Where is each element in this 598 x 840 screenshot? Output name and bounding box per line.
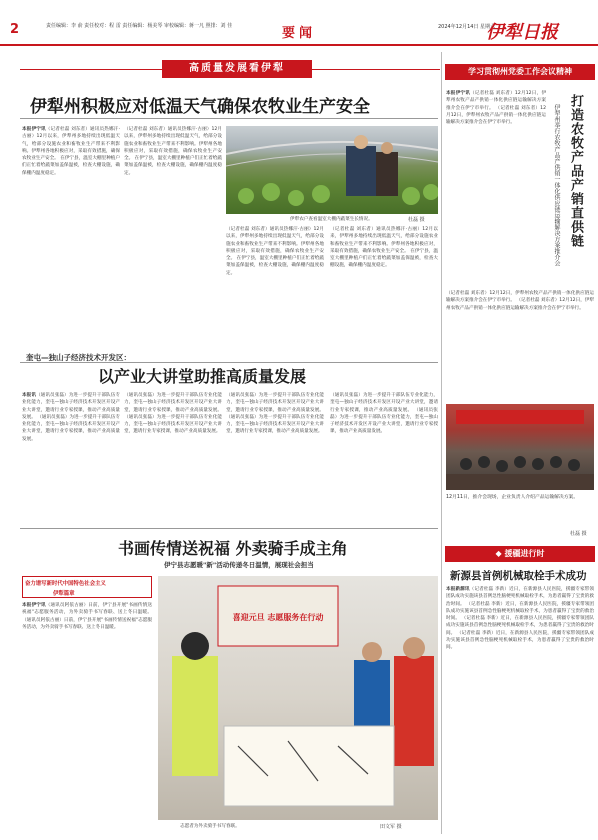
series-tag <box>22 576 152 598</box>
article-byline: 本报新源讯 <box>446 587 470 592</box>
article-body: （通讯员张磊）为进一步提升干部队伍专业化能力，奎屯—独山子经济技术开发区开设产业大讲堂，邀请行业专家授课，推动产业高质量发展。 <box>226 414 324 435</box>
article-byline: 本报伊宁讯 <box>446 91 471 96</box>
series-tag-line: 奋力谱写新时代中国特色社会主义 <box>25 581 106 587</box>
article-column <box>330 392 438 524</box>
article-body: 在伊宁县，温室大棚里种植户们正忙着给蔬菜加盖保温被，检查大棚设施，确保棚内温度稳定。 <box>22 156 120 176</box>
article-subheadline: 伊宁县志愿暖"新"活动传递冬日温情，展现社会担当 <box>164 561 314 569</box>
divider <box>20 118 438 119</box>
article-column <box>226 392 324 524</box>
article-body: （通讯员张磊）为进一步提升干部队伍专业化能力，奎屯—独山子经济技术开发区开设产业大讲堂，邀请行业专家授课，推动产业高质量发展。 <box>226 393 324 413</box>
article-headline: 新源县首例机械取栓手术成功 <box>450 570 587 582</box>
article-byline: 本报伊宁讯 <box>22 603 46 608</box>
photo-caption: 伊犁农户查看温室大棚内蔬菜生长情况。 <box>290 217 373 222</box>
article-body: 在伊宁县，温室大棚里种植户们正忙着给蔬菜加盖保温被，检查大棚设施，确保棚内温度稳定。 <box>226 256 324 276</box>
conference-illustration <box>446 404 594 490</box>
article-column <box>22 126 120 356</box>
volunteer-photo <box>158 576 438 820</box>
volunteer-illustration <box>158 576 438 820</box>
article-body: （通讯员张磊）为进一步提升干部队伍专业化能力，奎屯—独山子经济技术开发区开设产业大讲堂，邀请行业专家授课，推动产业高质量发展。 <box>330 407 438 435</box>
article-body: （通讯员张磊）为进一步提升干部队伍专业化能力，奎屯—独山子经济技术开发区开设产业大讲堂，邀请行业专家授课，推动产业高质量发展。 <box>22 414 120 442</box>
article-byline: 本报伊宁讯 <box>22 127 46 132</box>
issue-date: 2024年12月14日 星期六 <box>438 24 496 30</box>
photo-credit: 杜磊 摄 <box>408 217 425 223</box>
photo-caption: 12月11日，推介会现场，企业负责人介绍产品运输解决方案。 <box>446 495 579 500</box>
article-body: （记者杜磊 刘东者）12月12日，伊犁州农牧产品产供销一体化供应链运输解决方案推介会在伊宁市举行。 <box>446 298 594 311</box>
greenhouse-illustration <box>226 126 438 214</box>
article-column <box>330 226 438 356</box>
conference-photo <box>446 404 594 490</box>
vertical-subheadline: 伊犁州举行农牧产品产供销一体化供应链运输解决方案推介会 <box>553 104 560 266</box>
article-lead: （记者杜磊 刘东者）通讯员热娜汗·古丽）12月以来，伊犁州多地持续出现低温天气，给部分设施农业和畜牧业生产带来不利影响。伊犁州各地积极应对，采取有效措施，确保农牧业生产安全。 <box>22 127 120 162</box>
article-column <box>446 586 594 832</box>
article-body: （记者杜磊 李新）近日，在新源县人民医院，援疆专家带领团队成功实施该县首例急性脑梗死机械取栓手术，为患者赢得了宝贵的救治时间。 <box>446 630 594 651</box>
article-column <box>22 602 152 832</box>
article-headline: 书画传情送祝福 外卖骑手成主角 <box>118 539 348 558</box>
article-column <box>22 392 120 524</box>
article-column <box>124 392 222 524</box>
article-lead: （通讯员阿依古丽）日前，伊宁县开展"书画传情送祝福"志愿服务活动，为外卖骑手书写春联、送上冬日温暖。 <box>22 603 152 616</box>
article-lead: （记者杜磊 李新）近日，在新源县人民医院，援疆专家带领团队成功实施该县首例急性脑梗死机械取栓手术，为患者赢得了宝贵的救治时间。 <box>446 587 594 607</box>
vertical-headline: 打造农牧产品产销直供链 <box>568 94 583 248</box>
article-body: 在伊宁县，温室大棚里种植户们正忙着给蔬菜加盖保温被，检查大棚设施，确保棚内温度稳定。 <box>330 248 438 269</box>
article-body: 在伊宁县，温室大棚里种植户们正忙着给蔬菜加盖保温被，检查大棚设施，确保棚内温度稳定。 <box>124 156 222 176</box>
article-body: （记者杜磊 刘东者）12月12日，伊犁州农牧产品产供销一体化供应链运输解决方案推介会在伊宁市举行。 <box>446 291 594 304</box>
right-column-banner <box>445 546 595 562</box>
page-header <box>0 0 598 46</box>
newspaper-logo: 伊犁日报 <box>486 22 558 43</box>
article-headline: 伊犁州积极应对低温天气确保农牧业生产安全 <box>30 97 370 117</box>
star-icon: ◆ <box>495 549 505 558</box>
editor-credits: 责任编辑：李 俞 责任校对：程 雷 责任编辑：杨美琴 审校编辑：蒋一凡 照排：刘 佳 <box>46 23 233 29</box>
article-body: （通讯员张磊）为进一步提升干部队伍专业化能力，奎屯—独山子经济技术开发区开设产业大讲堂，邀请行业专家授课，推动产业高质量发展。 <box>124 393 222 413</box>
greenhouse-photo <box>226 126 438 214</box>
section-title: 要闻 <box>282 26 317 41</box>
photo-credit: 田文军 摄 <box>380 824 402 830</box>
article-body: （通讯员阿依古丽）日前，伊宁县开展"书画传情送祝福"志愿服务活动，为外卖骑手书写春联、送上冬日温暖。 <box>22 617 152 630</box>
article-body: （记者杜磊 李新）近日，在新源县人民医院，援疆专家带领团队成功实施该县首例急性脑梗死机械取栓手术，为患者赢得了宝贵的救治时间。 <box>446 616 594 636</box>
article-body: （记者杜磊 刘东者）通讯员热娜汗·古丽）12月以来，伊犁州多地持续出现低温天气，给部分设施农业和畜牧业生产带来不利影响。伊犁州各地积极应对，采取有效措施，确保农牧业生产安全。 <box>226 227 324 262</box>
article-byline: 本报讯 <box>22 393 37 398</box>
right-column-banner: 学习贯彻州党委工作会议精神 <box>445 64 595 80</box>
section-banner: 高质量发展看伊犁 <box>162 60 312 78</box>
article-lead: （通讯员张磊）为进一步提升干部队伍专业化能力，奎屯—独山子经济技术开发区开设产业大讲堂，邀请行业专家授课，推动产业高质量发展。 <box>22 393 120 420</box>
photo-banner-text: 喜迎元旦 志愿服务在行动 <box>232 613 324 622</box>
photo-caption: 志愿者为外卖骑手书写春联。 <box>180 824 240 829</box>
article-body: （通讯员张磊）为进一步提升干部队伍专业化能力，奎屯—独山子经济技术开发区开设产业大讲堂，邀请行业专家授课，推动产业高质量发展。 <box>330 393 438 413</box>
article-column <box>446 290 594 400</box>
column-divider <box>441 52 442 834</box>
article-body: （记者杜磊 刘东者）通讯员热娜汗·古丽）12月以来，伊犁州多地持续出现低温天气，给部分设施农业和畜牧业生产带来不利影响。伊犁州各地积极应对，采取有效措施，确保农牧业生产安全。 <box>330 227 438 254</box>
article-lead: （记者杜磊 刘东者）12月12日，伊犁州农牧产品产供销一体化供应链运输解决方案推介会在伊宁市举行。 <box>446 91 546 111</box>
series-tag-line: 伊犁篇章 <box>53 591 75 597</box>
article-headline: 以产业大讲堂助推高质量发展 <box>98 367 307 386</box>
article-body: （通讯员张磊）为进一步提升干部队伍专业化能力，奎屯—独山子经济技术开发区开设产业大讲堂，邀请行业专家授课，推动产业高质量发展。 <box>124 414 222 435</box>
right-column-banner-label: 援疆进行时 <box>504 549 545 558</box>
article-column <box>124 126 222 356</box>
article-body: （记者杜磊 李新）近日，在新源县人民医院，援疆专家带领团队成功实施该县首例急性脑梗死机械取栓手术，为患者赢得了宝贵的救治时间。 <box>446 601 594 622</box>
article-body: （记者杜磊 刘东者）通讯员热娜汗·古丽）12月以来，伊犁州多地持续出现低温天气，给部分设施农业和畜牧业生产带来不利影响。伊犁州各地积极应对，采取有效措施，确保农牧业生产安全。 <box>124 127 222 162</box>
article-column <box>226 226 324 356</box>
article-kicker: 奎屯—独山子经济技术开发区： <box>26 353 131 362</box>
article-body: （记者杜磊 刘东者）12月12日，伊犁州农牧产品产供销一体化供应链运输解决方案推介会在伊宁市举行。 <box>446 105 546 126</box>
photo-credit: 杜磊 摄 <box>570 531 587 537</box>
divider <box>20 528 438 529</box>
page-number: 2 <box>10 22 20 37</box>
